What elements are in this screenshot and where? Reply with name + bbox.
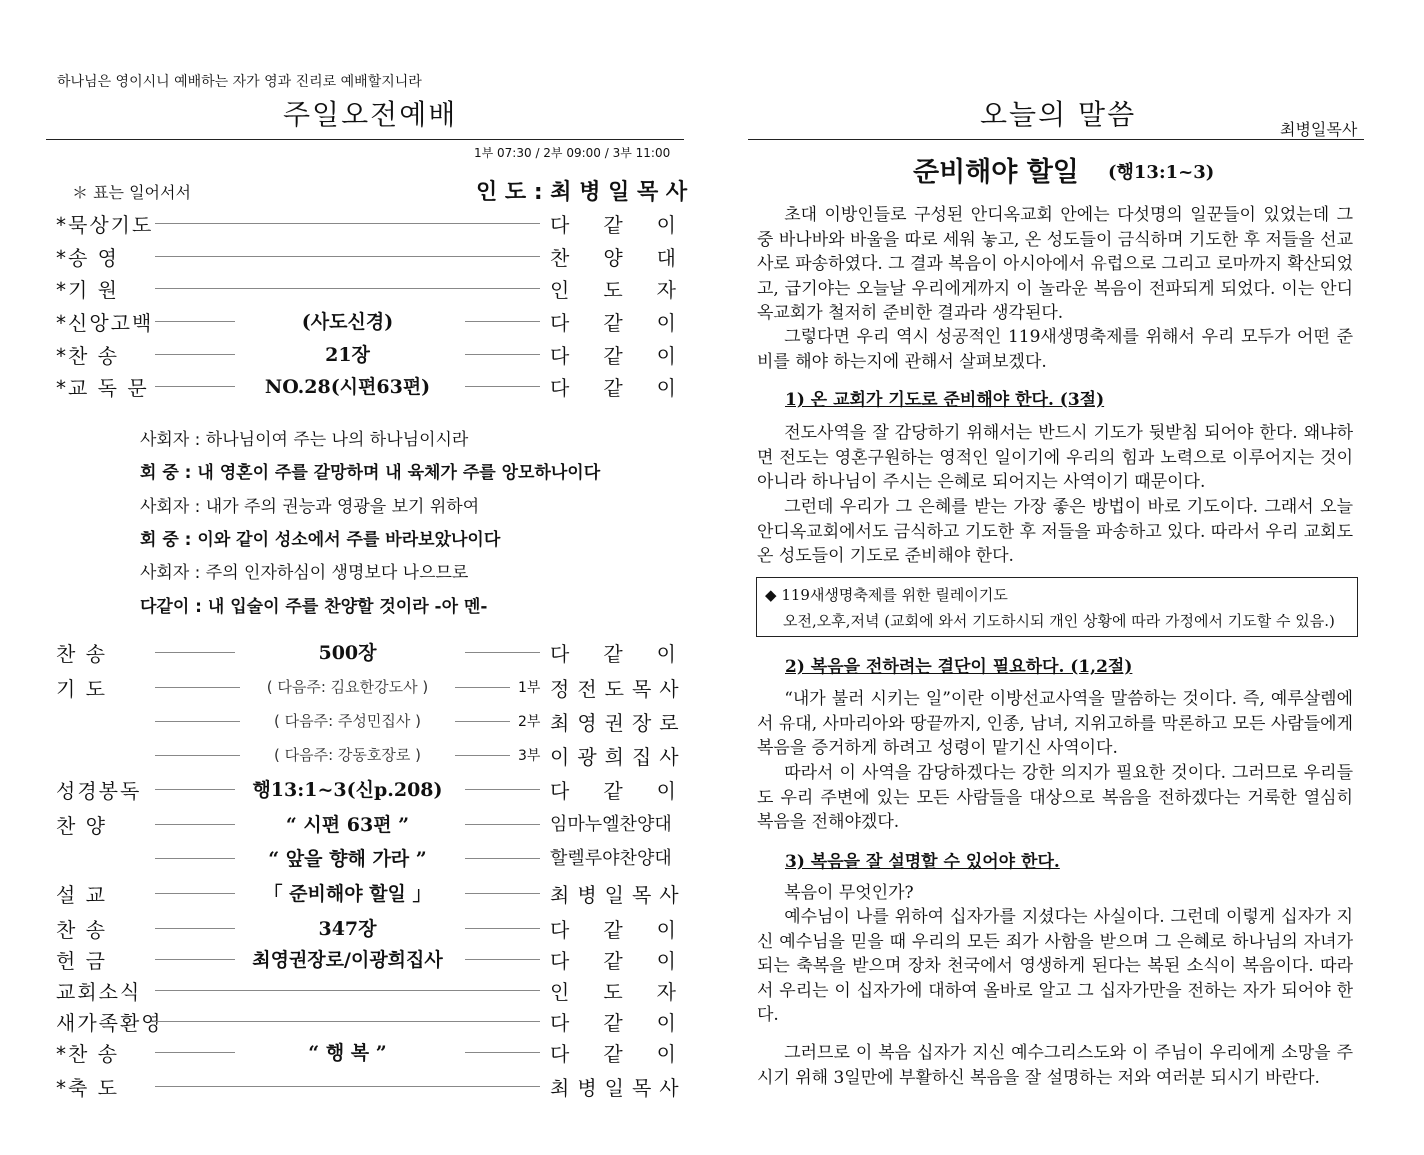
leader-line: [155, 721, 240, 722]
order-row: [0, 844, 1424, 874]
order-person: 할렐루야찬양대: [550, 848, 672, 869]
point-3-heading: 3) 복음을 잘 설명할 수 있어야 한다.: [785, 852, 1060, 872]
leader-line: [465, 386, 540, 387]
order-value: 최영권장로/이광희집사: [252, 949, 443, 971]
sermon-divider: [748, 139, 1364, 140]
leader-line: [465, 858, 540, 859]
order-label: 찬 양: [56, 814, 107, 838]
point-2-heading: 2) 복음을 전하려는 결단이 필요하다. (1,2절): [785, 657, 1133, 677]
order-label: *송 영: [56, 246, 119, 270]
responsive-line: 회 중 : 내 영혼이 주를 갈망하며 내 육체가 주를 앙모하나이다: [140, 463, 601, 483]
leader-line: [465, 321, 540, 322]
order-person: 다같이: [550, 779, 710, 803]
order-person: 최병일목사: [550, 1076, 687, 1100]
responsive-line: 회 중 : 이와 같이 성소에서 주를 바라보았나이다: [140, 530, 501, 550]
leader-line: [155, 1021, 540, 1022]
responsive-line: 다같이 : 내 입술이 주를 찬양할 것이라 -아 멘-: [140, 597, 488, 617]
point-1-heading: 1) 온 교회가 기도로 준비해야 한다. (3절): [785, 390, 1105, 410]
leader-line: [465, 652, 540, 653]
title-divider: [46, 139, 684, 140]
sermon-title: 준비해야 할일: [913, 157, 1079, 188]
order-person: 다같이: [550, 311, 710, 335]
prayer-box-title: ◆ 119새생명축제를 위한 릴레이기도: [765, 586, 1008, 604]
leader-line: [455, 755, 510, 756]
leader-line: [155, 755, 240, 756]
order-value: “ 행 복 ”: [308, 1042, 387, 1064]
motto: 하나님은 영이시니 예배하는 자가 영과 진리로 예배할지니라: [57, 74, 422, 90]
order-label: *찬 송: [56, 1042, 119, 1066]
order-label: 설 교: [56, 883, 107, 907]
leader-line: [455, 687, 510, 688]
order-label: 찬 송: [56, 918, 107, 942]
leader-line: [155, 652, 235, 653]
leader-line: [155, 256, 540, 257]
order-person: 다같이: [550, 1011, 710, 1035]
order-label: *기 원: [56, 278, 119, 302]
leader-line: [155, 1086, 540, 1087]
leader-line: [155, 321, 235, 322]
leader-line: [155, 354, 235, 355]
leader-line: [155, 288, 540, 289]
leader-line: [455, 721, 510, 722]
paragraph-7: 복음이 무엇인가?: [784, 883, 914, 903]
responsive-line: 사회자 : 내가 주의 권능과 영광을 보기 위하여: [140, 497, 480, 517]
leader-line: [155, 990, 540, 991]
leader-line: [465, 354, 540, 355]
order-person: 다같이: [550, 949, 710, 973]
leader-line: [155, 1052, 235, 1053]
order-value: 행13:1~3(신p.208): [252, 779, 443, 801]
order-label: 성경봉독: [56, 779, 142, 803]
order-person: 인도자: [550, 980, 710, 1004]
paragraph-1: 초대 이방인들로 구성된 안디옥교회 안에는 다섯명의 일꾼들이 있었는데 그 중 바나바와 바울을 따로 세워 놓고, 온 성도들이 금식하며 기도한 후 저들을 선교사로 파송하였다. 그 결과 복음이 아시아에서 유럽으로 그리고 로마까지 확산되었고, 급기야는 오늘날 우리에게까지 이 놀라운 복음이 전파되게 되었다. 이는 안디옥교회가 철저히 준비한 결과라 생각된다.: [757, 205, 1353, 323]
order-label: 헌 금: [56, 949, 107, 973]
order-value: 500장: [318, 642, 377, 664]
leader-line: [155, 858, 235, 859]
order-person: 정전도목사: [550, 677, 687, 701]
order-person: 다같이: [550, 918, 710, 942]
prayer-box-text: 오전,오후,저녁 (교회에 와서 기도하시되 개인 상황에 따라 가정에서 기도할 수 있음.): [783, 612, 1335, 630]
order-row: [0, 372, 1424, 402]
sermon-reference: (행13:1~3): [1108, 162, 1215, 183]
leader-line: [465, 928, 540, 929]
order-label: *신앙고백: [56, 311, 154, 335]
service-part: 1부: [518, 680, 541, 696]
order-person: 최영권장로: [550, 711, 687, 735]
paragraph-2: 그렇다면 우리 역시 성공적인 119새생명축제를 위해서 우리 모두가 어떤 준비를 해야 하는지에 관해서 살펴보겠다.: [757, 327, 1353, 372]
order-label: 기 도: [56, 677, 107, 701]
order-value: (사도신경): [301, 311, 394, 333]
leader-line: [155, 223, 540, 224]
leader-line: [155, 687, 240, 688]
order-label: *묵상기도: [56, 213, 154, 237]
page-title: 주일오전예배: [283, 98, 458, 131]
prayer-box: [756, 577, 1358, 637]
order-value: ( 다음주: 김요한강도사 ): [266, 678, 429, 696]
leader-line: [465, 959, 540, 960]
paragraph-5: “내가 불러 시키는 일”이란 이방선교사역을 말씀하는 것이다. 즉, 예루살렘에서 유대, 사마리아와 땅끝까지, 인종, 남녀, 지위고하를 막론하고 모든 사람들에게 복음을 증거하게 하려고 성령이 맡기신 사역이다.: [757, 689, 1353, 758]
order-value: “ 앞을 향해 가라 ”: [268, 848, 427, 870]
order-value: NO.28(시편63편): [264, 376, 431, 398]
order-person: 다같이: [550, 1042, 710, 1066]
paragraph-9: 그러므로 이 복음 십자가 지신 예수그리스도와 이 주님이 우리에게 소망을 주시기 위해 3일만에 부활하신 복음을 잘 설명하는 저와 여러분 되시기 바란다.: [757, 1043, 1353, 1088]
leader-line: [465, 893, 540, 894]
paragraph-3: 전도사역을 잘 감당하기 위해서는 반드시 기도가 뒷받침 되어야 한다. 왜냐하면 전도는 영혼구원하는 영적인 일이기에 우리의 힘과 노력으로 이루어지는 것이 아니라 하나님이 주시는 은혜로 되어지는 사역이기 때문이다.: [757, 423, 1353, 492]
order-label: 새가족환영: [56, 1011, 163, 1035]
order-label: 교회소식: [56, 980, 142, 1004]
order-person: 다같이: [550, 642, 710, 666]
leader-line: [155, 824, 235, 825]
prayer-box-title-text: 119새생명축제를 위한 릴레이기도: [781, 586, 1008, 604]
order-person: 임마누엘찬양대: [550, 814, 672, 835]
leader-line: [465, 789, 540, 790]
order-person: 다같이: [550, 344, 710, 368]
responsive-line: 사회자 : 주의 인자하심이 생명보다 나으므로: [140, 563, 469, 583]
order-value: “ 시편 63편 ”: [285, 814, 410, 836]
order-person: 인도자: [550, 278, 710, 302]
leader-line: [155, 789, 235, 790]
paragraph-8: 예수님이 나를 위하여 십자가를 지셨다는 사실이다. 그런데 이렇게 십자가 지신 예수님을 믿을 때 우리의 모든 죄가 사함을 받으며 그 은혜로 하나님의 자녀가 되는 축복을 받으며 장차 천국에서 영생하게 된다는 복된 소식이 복음이다. 따라서 우리는 이 십자가에 대하여 올바로 알고 그 십자가만을 전하는 자가 되어야 한다.: [757, 907, 1353, 1025]
order-person: 이광희집사: [550, 745, 687, 769]
sermon-author: 최병일목사: [1280, 120, 1358, 139]
leader: 인 도 : 최 병 일 목 사: [476, 180, 688, 205]
order-label: *찬 송: [56, 344, 119, 368]
stand-note: ＊ 표는 일어서서: [72, 183, 191, 202]
leader-line: [465, 1052, 540, 1053]
order-label: 찬 송: [56, 642, 107, 666]
leader-line: [155, 893, 235, 894]
paragraph-6: 따라서 이 사역을 감당하겠다는 강한 의지가 필요한 것이다. 그러므로 우리들도 우리 주변에 있는 모든 사람들을 대상으로 복음을 전하겠다는 거룩한 열심히 복음을 전해야겠다.: [757, 763, 1353, 832]
order-person: 찬양대: [550, 246, 710, 270]
order-value: ( 다음주: 주성민집사 ): [274, 712, 421, 730]
order-value: 347장: [318, 918, 377, 940]
service-part: 3부: [518, 748, 541, 764]
order-person: 최병일목사: [550, 883, 687, 907]
order-value: 「 준비해야 할일 」: [263, 883, 432, 905]
order-value: 21장: [325, 344, 370, 366]
order-row: [0, 638, 1424, 668]
order-label: *축 도: [56, 1076, 119, 1100]
order-person: 다같이: [550, 213, 710, 237]
order-label: *교 독 문: [56, 376, 149, 400]
service-times: 1부 07:30 / 2부 09:00 / 3부 11:00: [474, 146, 671, 160]
responsive-line: 사회자 : 하나님이여 주는 나의 하나님이시라: [140, 430, 469, 450]
order-person: 다같이: [550, 376, 710, 400]
paragraph-4: 그런데 우리가 그 은혜를 받는 가장 좋은 방법이 바로 기도이다. 그래서 오늘 안디옥교회에서도 금식하고 기도한 후 저들을 파송하고 있다. 따라서 우리 교회도 온 성도들이 기도로 준비해야 한다.: [757, 497, 1353, 566]
leader-line: [155, 386, 235, 387]
sermon-page-title: 오늘의 말씀: [980, 98, 1137, 131]
leader-line: [155, 959, 235, 960]
leader-line: [155, 928, 235, 929]
leader-line: [465, 824, 540, 825]
order-value: ( 다음주: 강동호장로 ): [274, 746, 421, 764]
service-part: 2부: [518, 714, 541, 730]
